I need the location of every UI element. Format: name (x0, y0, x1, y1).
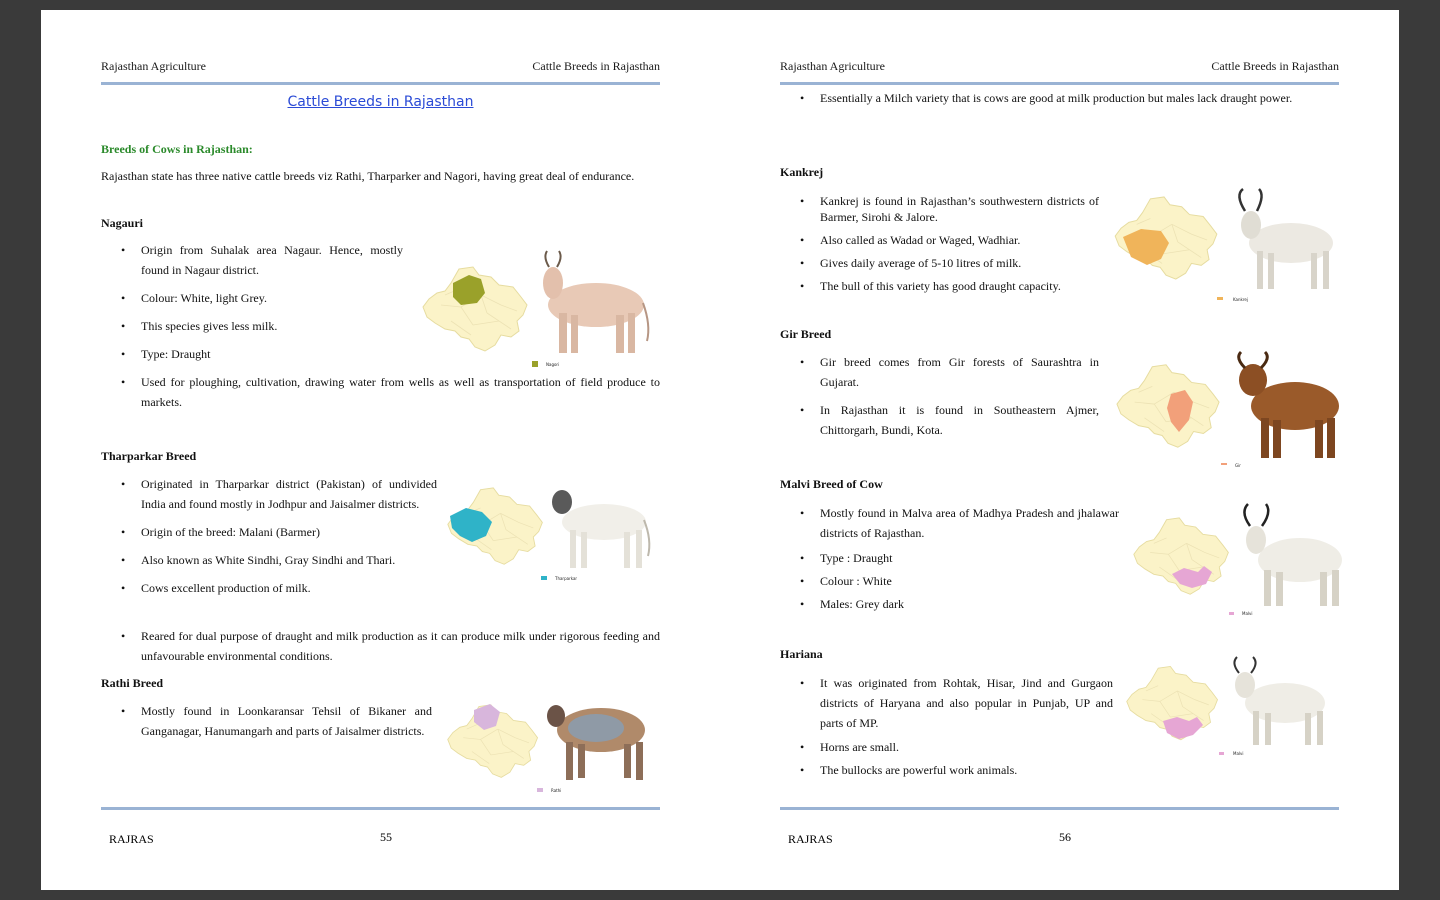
hariana-bullets (780, 673, 1113, 741)
top-bullet-list (780, 88, 1339, 116)
tharparkar-caption: Tharparkar (555, 576, 578, 581)
tharparkar-heading: Tharparkar Breed (101, 449, 197, 463)
list-item: • Gir breed comes from Gir forests of Saurashtra in Gujarat. (780, 352, 1099, 392)
list-item: • Kankrej is found in Rajasthan’s southwestern districts of Barmer, Sirohi & Jalore. (780, 193, 1099, 225)
list-item: • The bullocks are powerful work animals. (780, 762, 1113, 778)
kankrej-heading: Kankrej (780, 165, 824, 179)
kankrej-caption: Kankrej (1233, 297, 1248, 302)
page-left (41, 10, 720, 890)
hariana-heading: Hariana (780, 647, 823, 661)
list-item: • Gives daily average of 5-10 litres of milk. (780, 255, 1099, 271)
malvi-heading: Malvi Breed of Cow (780, 477, 883, 491)
nagauri-bullets-cont (101, 372, 660, 420)
footer-brand: RAJRAS (109, 832, 154, 846)
page-number: 55 (380, 830, 392, 844)
footer-rule (780, 807, 1339, 810)
hariana-cow-image (1234, 657, 1325, 745)
tharparkar-bullets (101, 474, 437, 606)
list-item: • Mostly found in Loonkaransar Tehsil of Bikaner and Ganganagar, Hanumangarh and parts of Jaisalmer districts. (101, 701, 432, 741)
list-item: • Colour: White, light Grey. (101, 288, 403, 308)
kankrej-map-and-cow (1113, 185, 1348, 300)
hariana-map-and-cow (1125, 655, 1340, 755)
malvi-figure (1132, 500, 1357, 615)
list-item: • It was originated from Rohtak, Hisar, Jind and Gurgaon districts of Haryana and also popular in Punjab, UP and parts of MP. (780, 673, 1113, 733)
rathi-cow-image (547, 705, 645, 780)
tharparkar-map-and-cow (446, 480, 661, 580)
list-item: • The bull of this variety has good draught capacity. (780, 278, 1099, 294)
gir-figure (1115, 350, 1350, 468)
rathi-heading: Rathi Breed (101, 676, 164, 690)
gir-map-and-cow (1115, 350, 1350, 465)
list-item: • Used for ploughing, cultivation, drawing water from wells as well as transportation of field produce to markets. (101, 372, 660, 412)
rathi-caption: Rathi (551, 788, 562, 793)
list-item: • This species gives less milk. (101, 316, 403, 336)
malvi-caption: Malvi (1242, 611, 1253, 616)
list-item: • Originated in Tharparkar district (Pakistan) of undivided India and found mostly in Jodhpur and Jaisalmer districts. (101, 474, 437, 514)
list-item: • Colour : White (780, 573, 1119, 589)
nagori-cow-image (543, 251, 648, 353)
footer-rule (101, 807, 660, 810)
list-item: • Also known as White Sindhi, Gray Sindhi and Thari. (101, 550, 437, 570)
rathi-bullets (101, 701, 432, 749)
list-item: • Reared for dual purpose of draught and milk production as it can produce milk under rigorous feeding and unfavourable environmental conditions. (101, 626, 660, 666)
nagori-map-and-cow (421, 245, 661, 370)
hariana-figure (1125, 655, 1340, 755)
page-number: 56 (1059, 830, 1071, 844)
kankrej-figure (1113, 185, 1348, 300)
nagauri-heading: Nagauri (101, 216, 143, 230)
gir-cow-image (1239, 352, 1339, 458)
list-item: • In Rajasthan it is found in Southeastern Ajmer, Chittorgarh, Bundi, Kota. (780, 400, 1099, 440)
footer-brand: RAJRAS (788, 832, 833, 846)
header-left: Rajasthan Agriculture (101, 59, 206, 73)
page-header (101, 58, 660, 85)
malvi-bullets (780, 503, 1119, 619)
list-item: • Essentially a Milch variety that is cows are good at milk production but males lack draught power. (780, 88, 1339, 108)
intro-text: Rajasthan state has three native cattle breeds viz Rathi, Tharparker and Nagori, having great deal of endurance. (101, 169, 635, 183)
list-item: • Origin of the breed: Malani (Barmer) (101, 522, 437, 542)
rathi-figure (446, 692, 661, 792)
kankrej-cow-image (1239, 189, 1333, 289)
nagori-caption: Nagori (546, 362, 560, 367)
nagori-figure (421, 245, 661, 370)
intro-heading: Breeds of Cows in Rajasthan: (101, 142, 253, 156)
page-header (780, 58, 1339, 85)
page-title-link[interactable]: Cattle Breeds in Rajasthan (287, 94, 474, 110)
list-item: • Mostly found in Malva area of Madhya Pradesh and jhalawar districts of Rajasthan. (780, 503, 1119, 543)
gir-heading: Gir Breed (780, 327, 832, 341)
header-left: Rajasthan Agriculture (780, 59, 885, 73)
header-right: Cattle Breeds in Rajasthan (1211, 59, 1339, 73)
hariana-bullets-cont (780, 739, 1113, 785)
list-item: • Horns are small. (780, 739, 1113, 755)
page-right (720, 10, 1399, 890)
list-item: • Type: Draught (101, 344, 403, 364)
list-item: • Origin from Suhalak area Nagaur. Hence, mostly found in Nagaur district. (101, 240, 403, 280)
header-right: Cattle Breeds in Rajasthan (532, 59, 660, 73)
hariana-caption: Malvi (1233, 751, 1244, 756)
tharparkar-cow-image (552, 490, 649, 568)
rathi-map-and-cow (446, 692, 661, 792)
gir-bullets (780, 352, 1099, 448)
tharparkar-figure (446, 480, 661, 580)
list-item: • Also called as Wadad or Waged, Wadhiar. (780, 232, 1099, 248)
tharparkar-bullets-cont (101, 626, 660, 674)
kankrej-bullets (780, 193, 1099, 301)
list-item: • Cows excellent production of milk. (101, 578, 437, 598)
gir-caption: Gir (1235, 463, 1241, 468)
nagauri-bullets (101, 240, 403, 372)
malvi-map-and-cow (1132, 500, 1357, 615)
malvi-cow-image (1244, 504, 1342, 606)
list-item: • Type : Draught (780, 550, 1119, 566)
list-item: • Males: Grey dark (780, 596, 1119, 612)
